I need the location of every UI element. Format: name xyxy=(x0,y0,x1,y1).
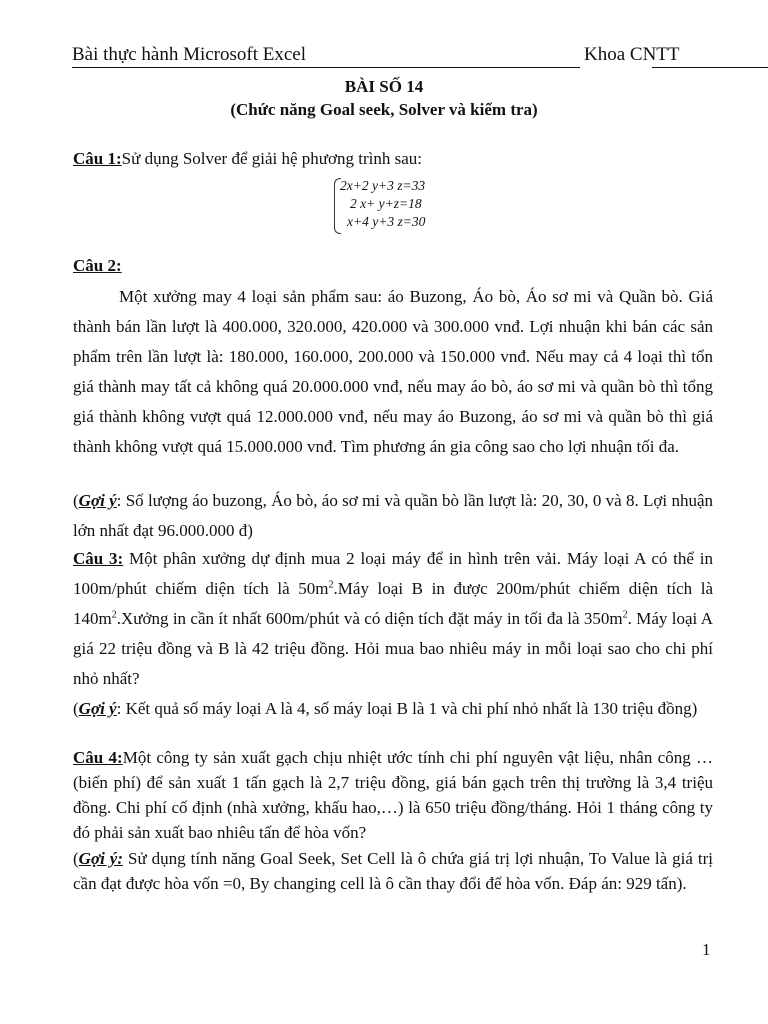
question-3-hint: (Gợi ý: Kết quả số máy loại A là 4, số máy loại B là 1 và chi phí nhỏ nhất là 130 triệu đồng) xyxy=(73,699,698,718)
question-1-text: Sử dụng Solver để giải hệ phương trình sau: xyxy=(121,149,422,168)
header-underline-right xyxy=(652,67,768,68)
question-3-hint-label: Gợi ý xyxy=(78,699,117,718)
header-department: Khoa CNTT xyxy=(584,44,680,65)
header-underline xyxy=(72,67,580,68)
equation-line-3: x+4 y+3 z=30 xyxy=(347,214,426,229)
question-4-hint-text: Sử dụng tính năng Goal Seek, Set Cell là ô chứa giá trị lợi nhuận, To Value là giá trị cần đạt được hòa vốn =0, By changing cell là ô cần thay đổi để hòa vốn. Đáp án: 929 tấn). xyxy=(73,849,713,893)
superscript: 2 xyxy=(622,609,628,621)
question-1-label: Câu 1: xyxy=(73,149,122,168)
page-subtitle: (Chức năng Goal seek, Solver và kiểm tra) xyxy=(230,100,538,119)
question-2-hint: (Gợi ý: Số lượng áo buzong, Áo bò, áo sơ mi và quần bò lần lượt là: 20, 30, 0 và 8. Lợi nhuận lớn nhất đạt 96.000.000 đ) xyxy=(73,491,713,540)
superscript: 2 xyxy=(328,579,334,591)
question-4-hint: (Gợi ý: Sử dụng tính năng Goal Seek, Set Cell là ô chứa giá trị lợi nhuận, To Value là giá trị cần đạt được hòa vốn =0, By changing cell là ô cần thay đổi để hòa vốn. Đáp án: 929 tấn). xyxy=(73,849,713,893)
superscript: 2 xyxy=(111,609,117,621)
question-3-hint-text: : Kết quả số máy loại A là 4, số máy loại B là 1 và chi phí nhỏ nhất là 130 triệu đồng) xyxy=(116,699,698,718)
question-3-label: Câu 3: xyxy=(73,549,124,568)
page-header xyxy=(72,44,696,68)
question-3-body-b: .Máy loại B in được 200m/phút chiếm diện tích là 140m xyxy=(73,579,713,628)
question-4-body: Một công ty sản xuất gạch chịu nhiệt ước tính chi phí nguyên vật liệu, nhân công …(biến phí) để sản xuất 1 tấn gạch là 2,7 triệu đồng, giá bán gạch trên thị trường là 3,4 triệu đồng. Chi phí cố định (nhà xưởng, khấu hao,…) là 650 triệu đồng/tháng. Hỏi 1 tháng công ty đó phải sản xuất bao nhiêu tấn để hòa vốn? xyxy=(73,748,713,842)
header-course-title: Bài thực hành Microsoft Excel xyxy=(72,44,307,65)
question-3 xyxy=(73,544,713,694)
question-2-hint-text: : Số lượng áo buzong, Áo bò, áo sơ mi và quần bò lần lượt là: 20, 30, 0 và 8. Lợi nhuận lớn nhất đạt 96.000.000 đ) xyxy=(73,491,713,540)
question-4-label: Câu 4: xyxy=(73,748,123,767)
question-3-body-c: .Xưởng in cần ít nhất 600m/phút và có diện tích đặt máy in tối đa là 350m xyxy=(116,609,623,628)
equation-line-2: 2 x+ y+z=18 xyxy=(350,196,422,211)
question-2-hint-label: Gợi ý xyxy=(78,491,117,510)
question-2-label: Câu 2: xyxy=(73,256,122,275)
page-title: BÀI SỐ 14 xyxy=(344,77,424,96)
question-2-heading xyxy=(73,256,713,276)
equation-line-1: 2x+2 y+3 z=33 xyxy=(340,178,426,193)
page-number: 1 xyxy=(702,940,711,959)
question-2-body: Một xưởng may 4 loại sản phẩm sau: áo Buzong, Áo bò, Áo sơ mi và Quần bò. Giá thành bán lần lượt là 400.000, 320.000, 420.000 và 300.000 vnđ. Lợi nhuận khi bán các sản phẩm trên lần lượt là: 180.000, 160.000, 200.000 và 150.000 vnđ. Nếu may cả 4 loại thì tổn giá thành may tất cả không quá 20.000.000 vnđ, nếu may áo bò, áo sơ mi và quần bò thì tổng giá thành không vượt quá 12.000.000 vnđ, nếu may áo Buzong, áo sơ mi và quần bò thì giá thành không vượt quá 15.000.000 vnđ. Tìm phương án gia công sao cho lợi nhuận tối đa. xyxy=(73,287,713,456)
question-4 xyxy=(73,745,713,845)
question-4-hint-label: Gợi ý: xyxy=(78,849,123,868)
equation-system xyxy=(340,178,500,234)
question-1 xyxy=(73,149,713,169)
question-3-body-a: Một phân xưởng dự định mua 2 loại máy để in hình trên vải. Máy loại A có thể in 100m/phút chiếm diện tích là 50m xyxy=(73,549,713,598)
question-3-body-d: . Máy loại A giá 22 triệu đồng và B là 42 triệu đồng. Hỏi mua bao nhiêu máy in mỗi loại sao cho chi phí nhỏ nhất? xyxy=(73,609,713,688)
